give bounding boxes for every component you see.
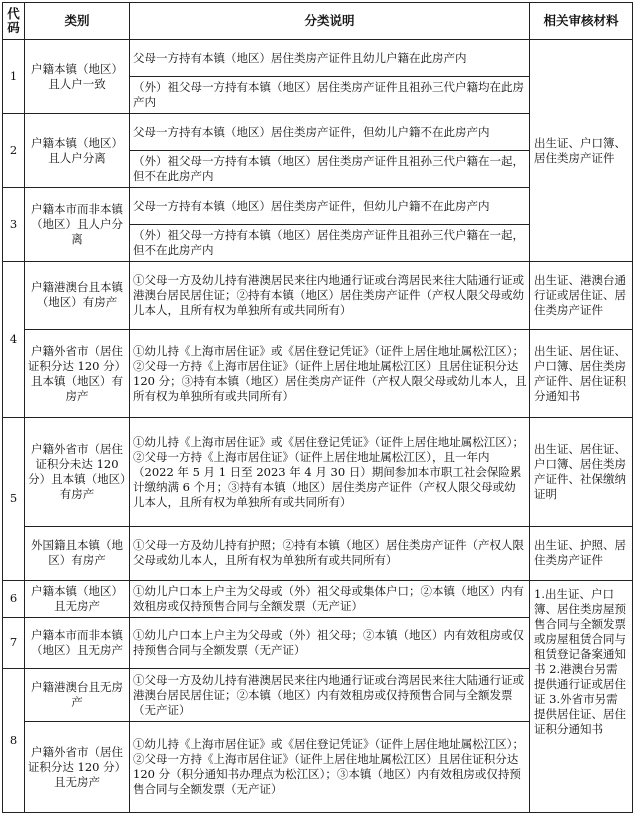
row-code: 6 <box>3 580 25 617</box>
row-description: ①幼儿持《上海市居住证》或《居住登记凭证》（证件上居住地址属松江区）；②父母一方持《上海市居住证》（证件上居住地址属松江区）且居住证积分达 120 分；③持有本镇（地区）居住类房产证件（产权人限父母或幼儿本人，且所有权为单独所有或共同所有） <box>130 329 530 417</box>
row-description: ①父母一方及幼儿持有护照；②持有本镇（地区）居住类房产证件（产权人限父母或幼儿本人，且所有权为单独所有或共同所有） <box>130 527 530 580</box>
row-description: 父母一方持有本镇（地区）居住类房产证件，但幼儿户籍不在此房产内 <box>130 188 530 225</box>
row-category: 户籍本镇（地区）且人户分离 <box>25 114 130 188</box>
table-row <box>3 418 633 527</box>
row-category: 户籍外省市（居住证积分达 120 分）且本镇（地区）有房产 <box>25 329 130 417</box>
row-category: 户籍港澳台且无房产 <box>25 669 130 722</box>
row-category: 户籍港澳台且本镇（地区）有房产 <box>25 262 130 330</box>
materials-cell: 1.出生证、户口簿、居住类房屋预售合同与全额发票或房屋租赁合同与租赁登记备案通知书 2.港澳台另需提供通行证或居住证 3.外省市另需提供居住证、居住证积分通知书 <box>530 580 633 812</box>
row-code: 5 <box>3 418 25 580</box>
row-description: （外）祖父母一方持有本镇（地区）居住类房产证件且祖孙三代户籍在一起，但不在此房产内 <box>130 151 530 188</box>
table-row <box>3 527 633 580</box>
materials-cell: 出生证、护照、居住类房产证件 <box>530 527 633 580</box>
row-description: （外）祖父母一方持有本镇（地区）居住类房产证件且祖孙三代户籍在一起，但不在此房产内 <box>130 225 530 262</box>
materials-cell: 出生证、户口簿、居住类房产证件 <box>530 40 633 262</box>
row-description: ①幼儿户口本上户主为父母或（外）祖父母或集体户口；②本镇（地区）内有效租房或仅持预售合同与全额发票（无产证） <box>130 580 530 617</box>
materials-cell: 出生证、居住证、户口簿、居住类房产证件、居住证积分通知书 <box>530 329 633 417</box>
table-row <box>3 329 633 417</box>
row-code: 1 <box>3 40 25 114</box>
table-row <box>3 580 633 617</box>
row-description: ①幼儿户口本上户主为父母或（外）祖父母；②本镇（地区）内有效租房或仅持预售合同与全额发票（无产证） <box>130 617 530 668</box>
row-description: 父母一方持有本镇（地区）居住类房产证件，但幼儿户籍不在此房产内 <box>130 114 530 151</box>
header-materials: 相关审核材料 <box>530 3 633 40</box>
enrollment-category-table <box>2 2 633 813</box>
row-description: ①幼儿持《上海市居住证》或《居住登记凭证》（证件上居住地址属松江区）；②父母一方持《上海市居住证》（证件上居住地址属松江区）且居住证积分达 120 分（积分通知书办理点为松江区）；③本镇（地区）内有效租房或仅持预售合同与全额发票（无产证） <box>130 722 530 813</box>
row-category: 户籍本镇（地区）且人户一致 <box>25 40 130 114</box>
row-code: 3 <box>3 188 25 262</box>
row-description: 父母一方持有本镇（地区）居住类房产证件且幼儿户籍在此房产内 <box>130 40 530 77</box>
table-header-row <box>3 3 633 40</box>
row-description: （外）祖父母一方持有本镇（地区）居住类房产证件且祖孙三代户籍均在此房产内 <box>130 77 530 114</box>
row-category: 户籍外省市（居住证积分未达 120 分）且本镇（地区）有房产 <box>25 418 130 527</box>
materials-cell: 出生证、港澳台通行证或居住证、居住类房产证件 <box>530 262 633 330</box>
row-category: 外国籍且本镇（地区）有房产 <box>25 527 130 580</box>
row-description: ①父母一方及幼儿持有港澳居民来往内地通行证或台湾居民来往大陆通行证或港澳台居民居住证；②本镇（地区）内有效租房或仅持预售合同与全额发票（无产证） <box>130 669 530 722</box>
table-row <box>3 262 633 330</box>
row-description: ①幼儿持《上海市居住证》或《居住登记凭证》（证件上居住地址属松江区）；②父母一方持《上海市居住证》（证件上居住地址属松江区），且一年内（2022 年 5 月 1 日至 2023 年 4 月 30 日）期间参加本市职工社会保险累计缴纳满 6 个月；③持有本镇（地区）居住类房产证件（产权人限父母或幼儿本人，且所有权为单独所有或共同所有） <box>130 418 530 527</box>
header-category: 类别 <box>25 3 130 40</box>
row-code: 8 <box>3 669 25 813</box>
row-code: 2 <box>3 114 25 188</box>
header-description: 分类说明 <box>130 3 530 40</box>
materials-cell: 出生证、居住证、户口簿、居住类房产证件、社保缴纳证明 <box>530 418 633 527</box>
header-code: 代码 <box>3 3 25 40</box>
row-category: 户籍本市而非本镇（地区）且无房产 <box>25 617 130 668</box>
row-code: 4 <box>3 262 25 418</box>
row-category: 户籍外省市（居住证积分达 120 分）且无房产 <box>25 722 130 813</box>
row-description: ①父母一方及幼儿持有港澳居民来往内地通行证或台湾居民来往大陆通行证或港澳台居民居住证；②持有本镇（地区）居住类房产证件（产权人限父母或幼儿本人，且所有权为单独所有或共同所有） <box>130 262 530 330</box>
row-code: 7 <box>3 617 25 668</box>
table-row <box>3 40 633 77</box>
row-category: 户籍本镇（地区）且无房产 <box>25 580 130 617</box>
row-category: 户籍本市而非本镇（地区）且人户分离 <box>25 188 130 262</box>
